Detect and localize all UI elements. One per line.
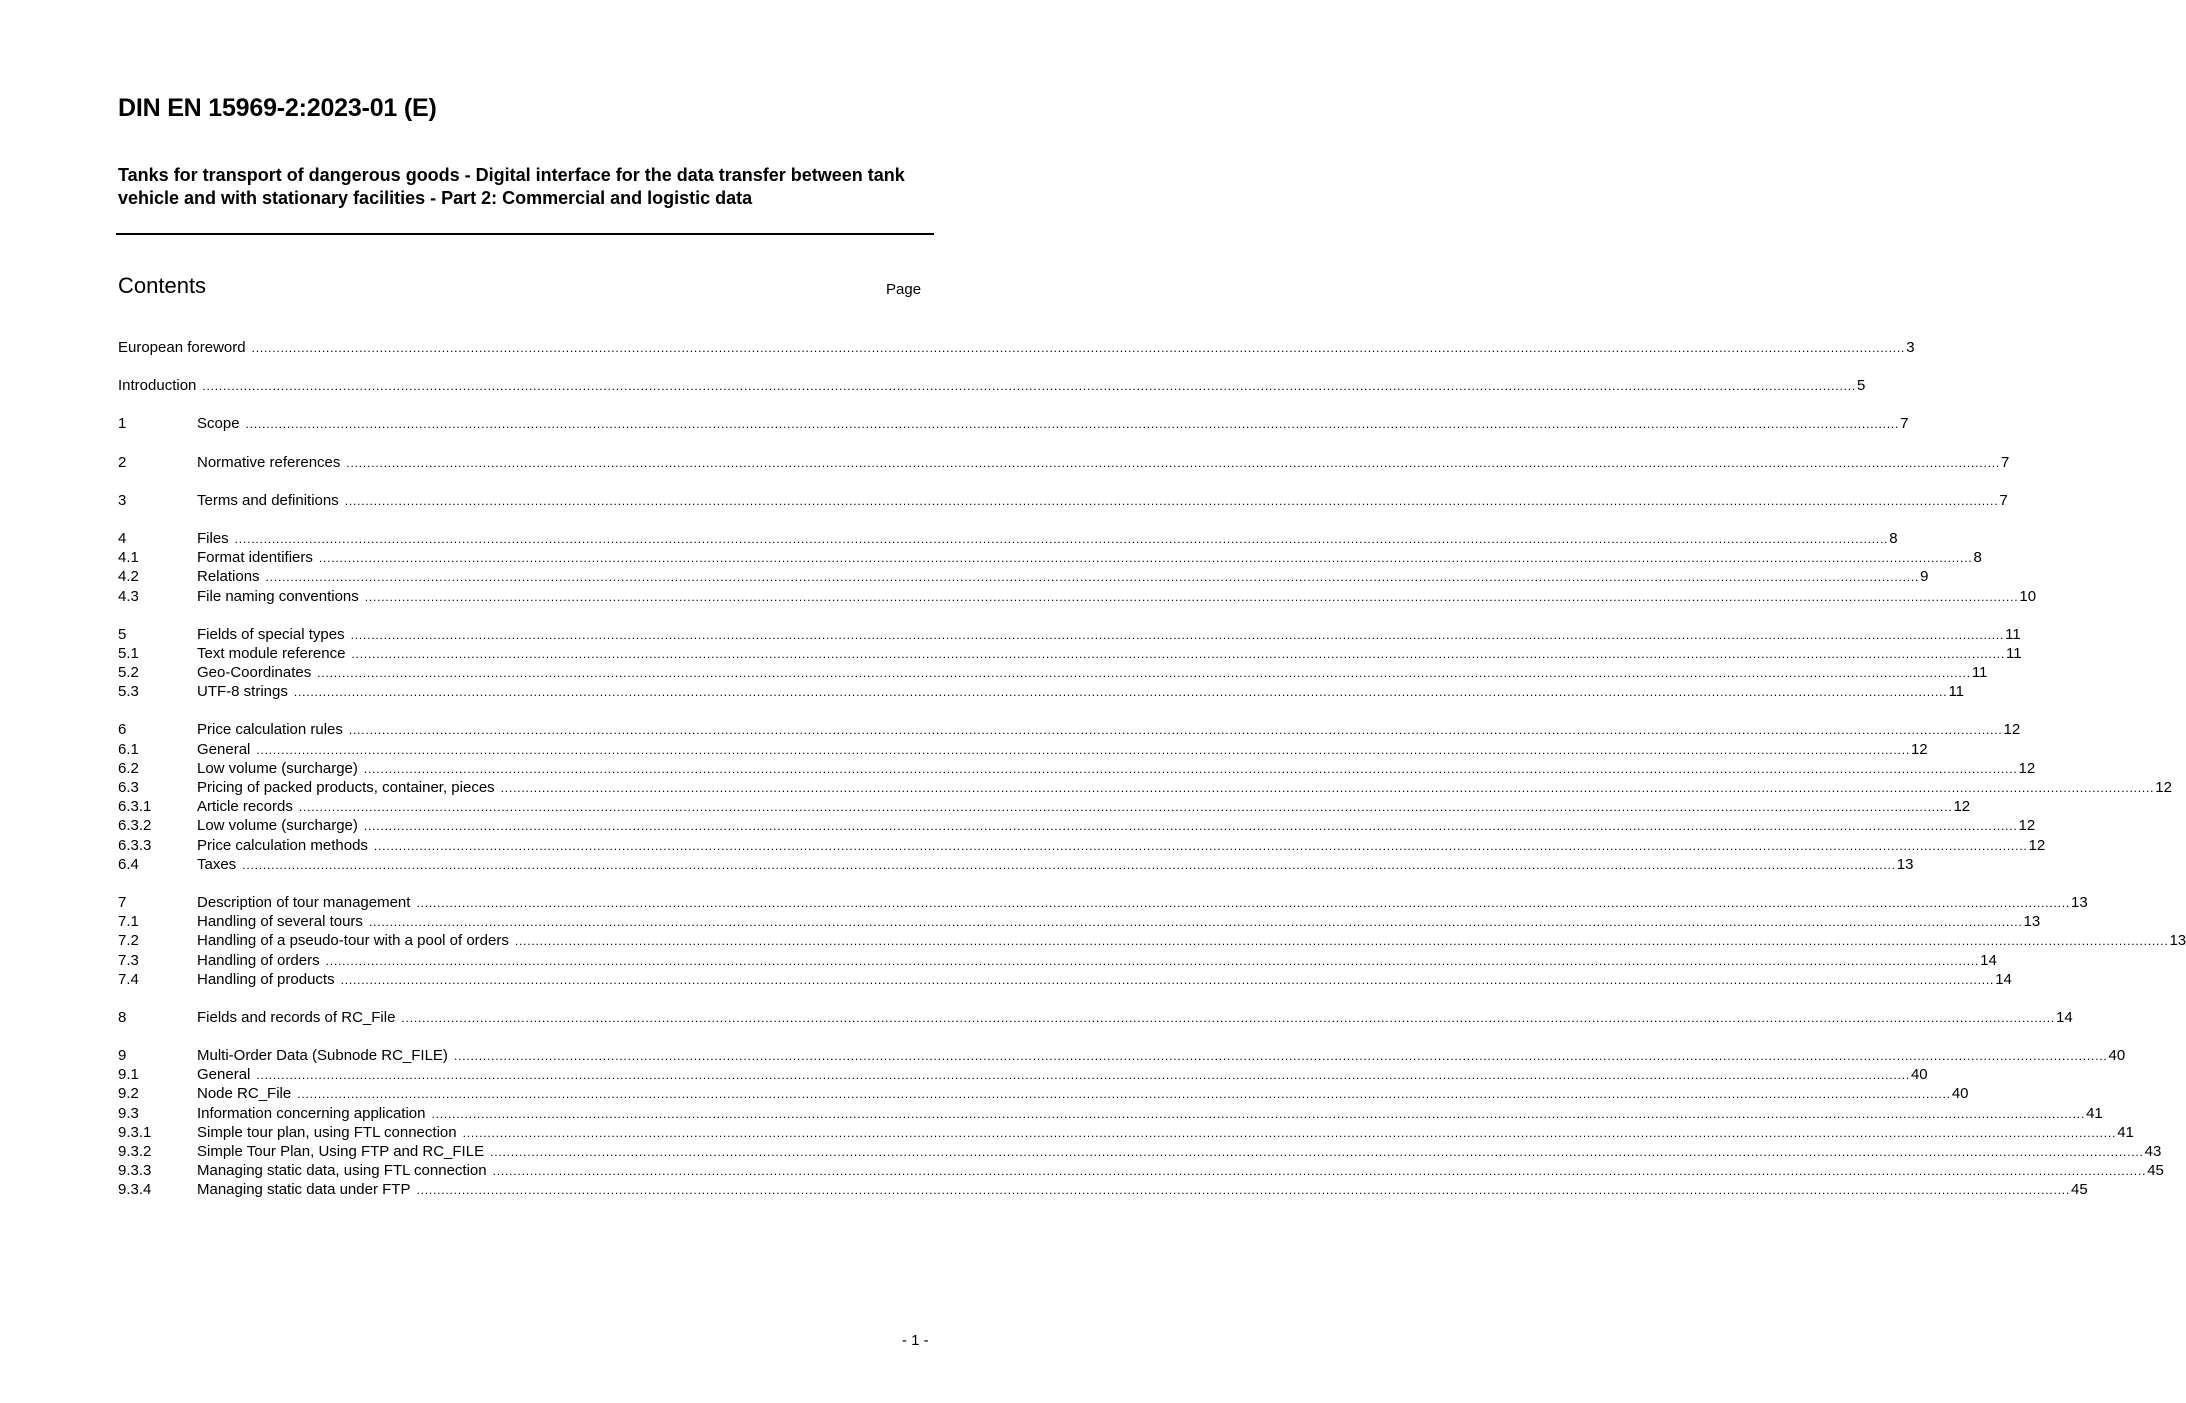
toc-entry[interactable] (118, 1142, 2162, 1161)
toc-dot-leader: ................................................................................................................................................................................................................................................................................................................................................................................................................ (453, 1049, 2108, 1064)
toc-dot-leader: ................................................................................................................................................................................................................................................................................................................................................................................................................ (317, 666, 1971, 681)
toc-entry-title: Low volume (surcharge) (197, 759, 358, 777)
toc-entry-page: 41 (2086, 1104, 2103, 1122)
toc-entry[interactable] (118, 587, 2037, 606)
toc-entry-title: Handling of orders (197, 951, 320, 969)
toc-dot-leader: ................................................................................................................................................................................................................................................................................................................................................................................................................ (293, 685, 1948, 700)
toc-entry-title: Geo-Coordinates (197, 664, 312, 682)
toc-dot-leader: ................................................................................................................................................................................................................................................................................................................................................................................................................ (492, 1164, 2147, 1179)
toc-entry-title: Low volume (surcharge) (197, 817, 358, 835)
toc-entry-page: 12 (2003, 721, 2021, 739)
toc-entry-number: 3 (118, 491, 127, 509)
toc-entry[interactable] (118, 548, 1982, 567)
toc-entry[interactable] (118, 453, 2010, 472)
toc-entry-page: 41 (2117, 1123, 2134, 1141)
toc-entry-title: Price calculation methods (197, 836, 368, 854)
toc-dot-leader: ................................................................................................................................................................................................................................................................................................................................................................................................................ (297, 1087, 1951, 1102)
toc-entry-page: 12 (2155, 779, 2172, 796)
toc-dot-leader: ................................................................................................................................................................................................................................................................................................................................................................................................................ (234, 531, 1889, 546)
toc-dot-leader: ................................................................................................................................................................................................................................................................................................................................................................................................................ (416, 1183, 2071, 1198)
toc-entry[interactable] (118, 912, 2041, 931)
toc-entry-page: 8 (1973, 549, 1982, 567)
toc-entry-number: 9.1 (118, 1066, 139, 1084)
toc-entry-number: 6.3.2 (118, 817, 152, 835)
toc-entry[interactable] (118, 778, 2172, 797)
page-number: - 1 - (902, 1332, 929, 1349)
toc-entry-page: 45 (2071, 1181, 2088, 1199)
toc-entry-title: Price calculation rules (197, 721, 343, 739)
toc-entry-page: 11 (2005, 625, 2021, 643)
toc-entry-title: Handling of several tours (197, 913, 363, 931)
toc-entry-page: 13 (1896, 855, 1914, 873)
toc-entry[interactable] (118, 970, 2012, 989)
toc-dot-leader: ................................................................................................................................................................................................................................................................................................................................................................................................................ (251, 341, 1906, 355)
toc-entry-page: 7 (1900, 415, 1909, 433)
toc-entry-number: 9.3.3 (118, 1162, 152, 1180)
toc-entry-number: 4 (118, 529, 127, 547)
toc-entry-title: Pricing of packed products, container, pieces (197, 779, 495, 796)
toc-dot-leader: ................................................................................................................................................................................................................................................................................................................................................................................................................ (363, 761, 2018, 776)
toc-entry[interactable] (118, 740, 1928, 759)
toc-entry-number: 5.3 (118, 683, 139, 701)
toc-entry[interactable] (118, 893, 2088, 912)
toc-entry-title: Terms and definitions (197, 491, 339, 509)
toc-entry[interactable] (118, 338, 1915, 357)
toc-entry-number: 9.3.2 (118, 1143, 152, 1160)
toc-entry-number: 9.3.1 (118, 1123, 152, 1141)
toc-entry-title: Simple Tour Plan, Using FTP and RC_FILE (197, 1143, 485, 1160)
toc-entry[interactable] (118, 855, 1914, 874)
toc-entry-title: Normative references (197, 453, 341, 471)
toc-entry-title: Scope (197, 415, 240, 433)
toc-entry-page: 12 (2028, 836, 2046, 854)
toc-entry-number: 9.3.4 (118, 1181, 152, 1199)
toc-entry-page: 10 (2019, 587, 2037, 605)
toc-dot-leader: ................................................................................................................................................................................................................................................................................................................................................................................................................ (256, 1068, 1910, 1083)
table-of-contents (118, 338, 2186, 1200)
toc-dot-leader: ................................................................................................................................................................................................................................................................................................................................................................................................................ (256, 742, 1910, 757)
toc-entry-number: 6.2 (118, 759, 139, 777)
page-column-heading: Page (886, 281, 922, 298)
toc-dot-leader: ................................................................................................................................................................................................................................................................................................................................................................................................................ (416, 895, 2071, 910)
toc-entry-page: 12 (1953, 798, 1971, 816)
toc-entry[interactable] (118, 816, 2036, 835)
toc-entry[interactable] (118, 1123, 2134, 1142)
toc-entry-page: 5 (1856, 377, 1866, 395)
toc-entry[interactable] (118, 625, 2021, 644)
toc-entry-title: Node RC_File (197, 1085, 292, 1103)
toc-entry-page: 9 (1920, 568, 1929, 586)
toc-entry-number: 7.1 (118, 913, 139, 931)
toc-entry-page: 13 (2169, 932, 2186, 950)
toc-entry-number: 4.2 (118, 568, 139, 586)
toc-entry-page: 3 (1906, 339, 1915, 356)
toc-entry-title: Fields of special types (197, 625, 345, 643)
toc-entry-title: Article records (197, 798, 293, 816)
toc-entry-number: 6.1 (118, 740, 139, 758)
toc-dot-leader: ................................................................................................................................................................................................................................................................................................................................................................................................................ (350, 627, 2005, 642)
toc-entry-title: General (197, 740, 251, 758)
toc-entry-title: Text module reference (197, 644, 346, 662)
toc-entry[interactable] (118, 529, 1898, 548)
toc-entry-page: 12 (2018, 759, 2036, 777)
toc-entry-page: 40 (1951, 1085, 1969, 1103)
toc-entry[interactable] (118, 931, 2186, 950)
toc-entry-number: 4.1 (118, 549, 139, 567)
toc-entry[interactable] (118, 644, 2022, 663)
toc-entry-number: 7 (118, 893, 127, 911)
toc-entry[interactable] (118, 1046, 2126, 1065)
title-divider (116, 233, 934, 235)
toc-entry-page: 13 (2071, 893, 2088, 911)
toc-dot-leader: ................................................................................................................................................................................................................................................................................................................................................................................................................ (368, 915, 2023, 930)
toc-entry-page: 14 (1980, 951, 1997, 969)
toc-entry[interactable] (118, 567, 1929, 586)
toc-entry-title: Format identifiers (197, 549, 313, 567)
toc-entry-page: 8 (1889, 529, 1898, 547)
toc-entry[interactable] (118, 759, 2036, 778)
toc-entry[interactable] (118, 720, 2021, 739)
toc-entry-title: Introduction (118, 377, 197, 395)
toc-entry-title: Files (197, 529, 229, 547)
toc-entry[interactable] (118, 682, 1965, 701)
document-title: Tanks for transport of dangerous goods - Digital interface for the data transfer between tank vehicle and with stationary facilities - Part 2: Commercial and logistic data (118, 165, 905, 208)
toc-entry-number: 2 (118, 453, 127, 471)
toc-dot-leader: ................................................................................................................................................................................................................................................................................................................................................................................................................ (298, 800, 1953, 815)
toc-entry-page: 11 (1971, 664, 1988, 682)
toc-entry-title: Fields and records of RC_File (197, 1008, 396, 1026)
toc-entry[interactable] (118, 491, 2008, 510)
toc-entry-page: 13 (2023, 913, 2041, 931)
toc-dot-leader: ................................................................................................................................................................................................................................................................................................................................................................................................................ (340, 972, 1995, 987)
toc-entry-number: 1 (118, 415, 127, 433)
toc-entry[interactable] (118, 1084, 1969, 1103)
toc-dot-leader: ................................................................................................................................................................................................................................................................................................................................................................................................................ (490, 1145, 2144, 1159)
toc-entry-number: 6.3.1 (118, 798, 152, 816)
toc-dot-leader: ................................................................................................................................................................................................................................................................................................................................................................................................................ (462, 1125, 2117, 1140)
toc-entry-title: Information concerning application (197, 1104, 426, 1122)
toc-entry-number: 6.3 (118, 779, 139, 796)
toc-entry-number: 6.4 (118, 855, 139, 873)
toc-entry[interactable] (118, 951, 1997, 970)
toc-dot-leader: ................................................................................................................................................................................................................................................................................................................................................................................................................ (318, 551, 1973, 566)
toc-entry[interactable] (118, 414, 1909, 433)
toc-entry-number: 5.1 (118, 644, 139, 662)
toc-entry[interactable] (118, 1161, 2164, 1180)
toc-entry-title: Relations (197, 568, 260, 586)
toc-dot-leader: ................................................................................................................................................................................................................................................................................................................................................................................................................ (348, 723, 2003, 738)
toc-entry-page: 43 (2144, 1143, 2162, 1160)
toc-entry-title: Multi-Order Data (Subnode RC_FILE) (197, 1047, 448, 1065)
toc-entry[interactable] (118, 1008, 2073, 1027)
toc-entry-title: UTF-8 strings (197, 683, 288, 701)
toc-entry-number: 7.3 (118, 951, 139, 969)
toc-dot-leader: ................................................................................................................................................................................................................................................................................................................................................................................................................ (364, 589, 2019, 604)
toc-dot-leader: ................................................................................................................................................................................................................................................................................................................................................................................................................ (265, 570, 1920, 585)
toc-entry-title: File naming conventions (197, 587, 359, 605)
toc-entry[interactable] (118, 663, 1988, 682)
toc-dot-leader: ................................................................................................................................................................................................................................................................................................................................................................................................................ (431, 1106, 2086, 1121)
toc-dot-leader: ................................................................................................................................................................................................................................................................................................................................................................................................................ (202, 379, 1856, 394)
toc-entry-number: 7.2 (118, 932, 139, 950)
toc-entry-number: 6 (118, 721, 127, 739)
toc-dot-leader: ................................................................................................................................................................................................................................................................................................................................................................................................................ (373, 838, 2028, 853)
toc-entry-number: 6.3.3 (118, 836, 152, 854)
toc-entry-title: Description of tour management (197, 893, 411, 911)
toc-entry-page: 14 (1995, 970, 2012, 988)
toc-entry-page: 7 (1999, 491, 2008, 509)
toc-dot-leader: ................................................................................................................................................................................................................................................................................................................................................................................................................ (401, 1010, 2056, 1025)
toc-entry-number: 9.2 (118, 1085, 139, 1103)
toc-entry-page: 40 (1910, 1066, 1928, 1084)
toc-entry-title: European foreword (118, 339, 246, 356)
toc-dot-leader: ................................................................................................................................................................................................................................................................................................................................................................................................................ (500, 781, 2155, 795)
toc-dot-leader: ................................................................................................................................................................................................................................................................................................................................................................................................................ (344, 493, 1999, 508)
toc-entry-title: Simple tour plan, using FTL connection (197, 1123, 457, 1141)
toc-dot-leader: ................................................................................................................................................................................................................................................................................................................................................................................................................ (351, 646, 2006, 661)
toc-entry[interactable] (118, 1104, 2103, 1123)
toc-entry-page: 14 (2056, 1008, 2073, 1026)
toc-dot-leader: ................................................................................................................................................................................................................................................................................................................................................................................................................ (325, 953, 1980, 968)
contents-heading: Contents (118, 273, 207, 298)
toc-entry-page: 12 (1910, 740, 1928, 758)
toc-entry-page: 11 (2006, 644, 2022, 662)
toc-entry-title: General (197, 1066, 251, 1084)
toc-entry[interactable] (118, 376, 1866, 395)
toc-entry-title: Taxes (197, 855, 237, 873)
toc-entry-number: 9 (118, 1047, 127, 1065)
toc-entry-page: 7 (2000, 453, 2010, 471)
toc-dot-leader: ................................................................................................................................................................................................................................................................................................................................................................................................................ (242, 857, 1896, 872)
toc-entry-number: 8 (118, 1008, 127, 1026)
toc-entry[interactable] (118, 1065, 1928, 1084)
toc-entry[interactable] (118, 797, 1971, 816)
toc-entry-page: 12 (2018, 817, 2036, 835)
toc-entry-page: 40 (2108, 1047, 2126, 1065)
toc-dot-leader: ................................................................................................................................................................................................................................................................................................................................................................................................................ (346, 455, 2000, 470)
toc-entry-number: 7.4 (118, 970, 139, 988)
toc-dot-leader: ................................................................................................................................................................................................................................................................................................................................................................................................................ (514, 934, 2169, 949)
toc-entry[interactable] (118, 1180, 2088, 1199)
toc-entry-number: 9.3 (118, 1104, 139, 1122)
toc-entry-number: 5.2 (118, 664, 139, 682)
toc-entry-number: 4.3 (118, 587, 139, 605)
toc-entry[interactable] (118, 836, 2046, 855)
toc-entry-page: 45 (2147, 1162, 2164, 1180)
toc-entry-title: Handling of a pseudo-tour with a pool of orders (197, 932, 509, 950)
toc-dot-leader: ................................................................................................................................................................................................................................................................................................................................................................................................................ (245, 417, 1900, 432)
toc-entry-title: Managing static data, using FTL connection (197, 1162, 487, 1180)
toc-entry-title: Handling of products (197, 970, 335, 988)
document-id: DIN EN 15969-2:2023-01 (E) (118, 94, 437, 122)
toc-entry-title: Managing static data under FTP (197, 1181, 411, 1199)
toc-entry-page: 11 (1948, 683, 1965, 701)
toc-entry-number: 5 (118, 625, 127, 643)
toc-dot-leader: ................................................................................................................................................................................................................................................................................................................................................................................................................ (363, 819, 2018, 834)
